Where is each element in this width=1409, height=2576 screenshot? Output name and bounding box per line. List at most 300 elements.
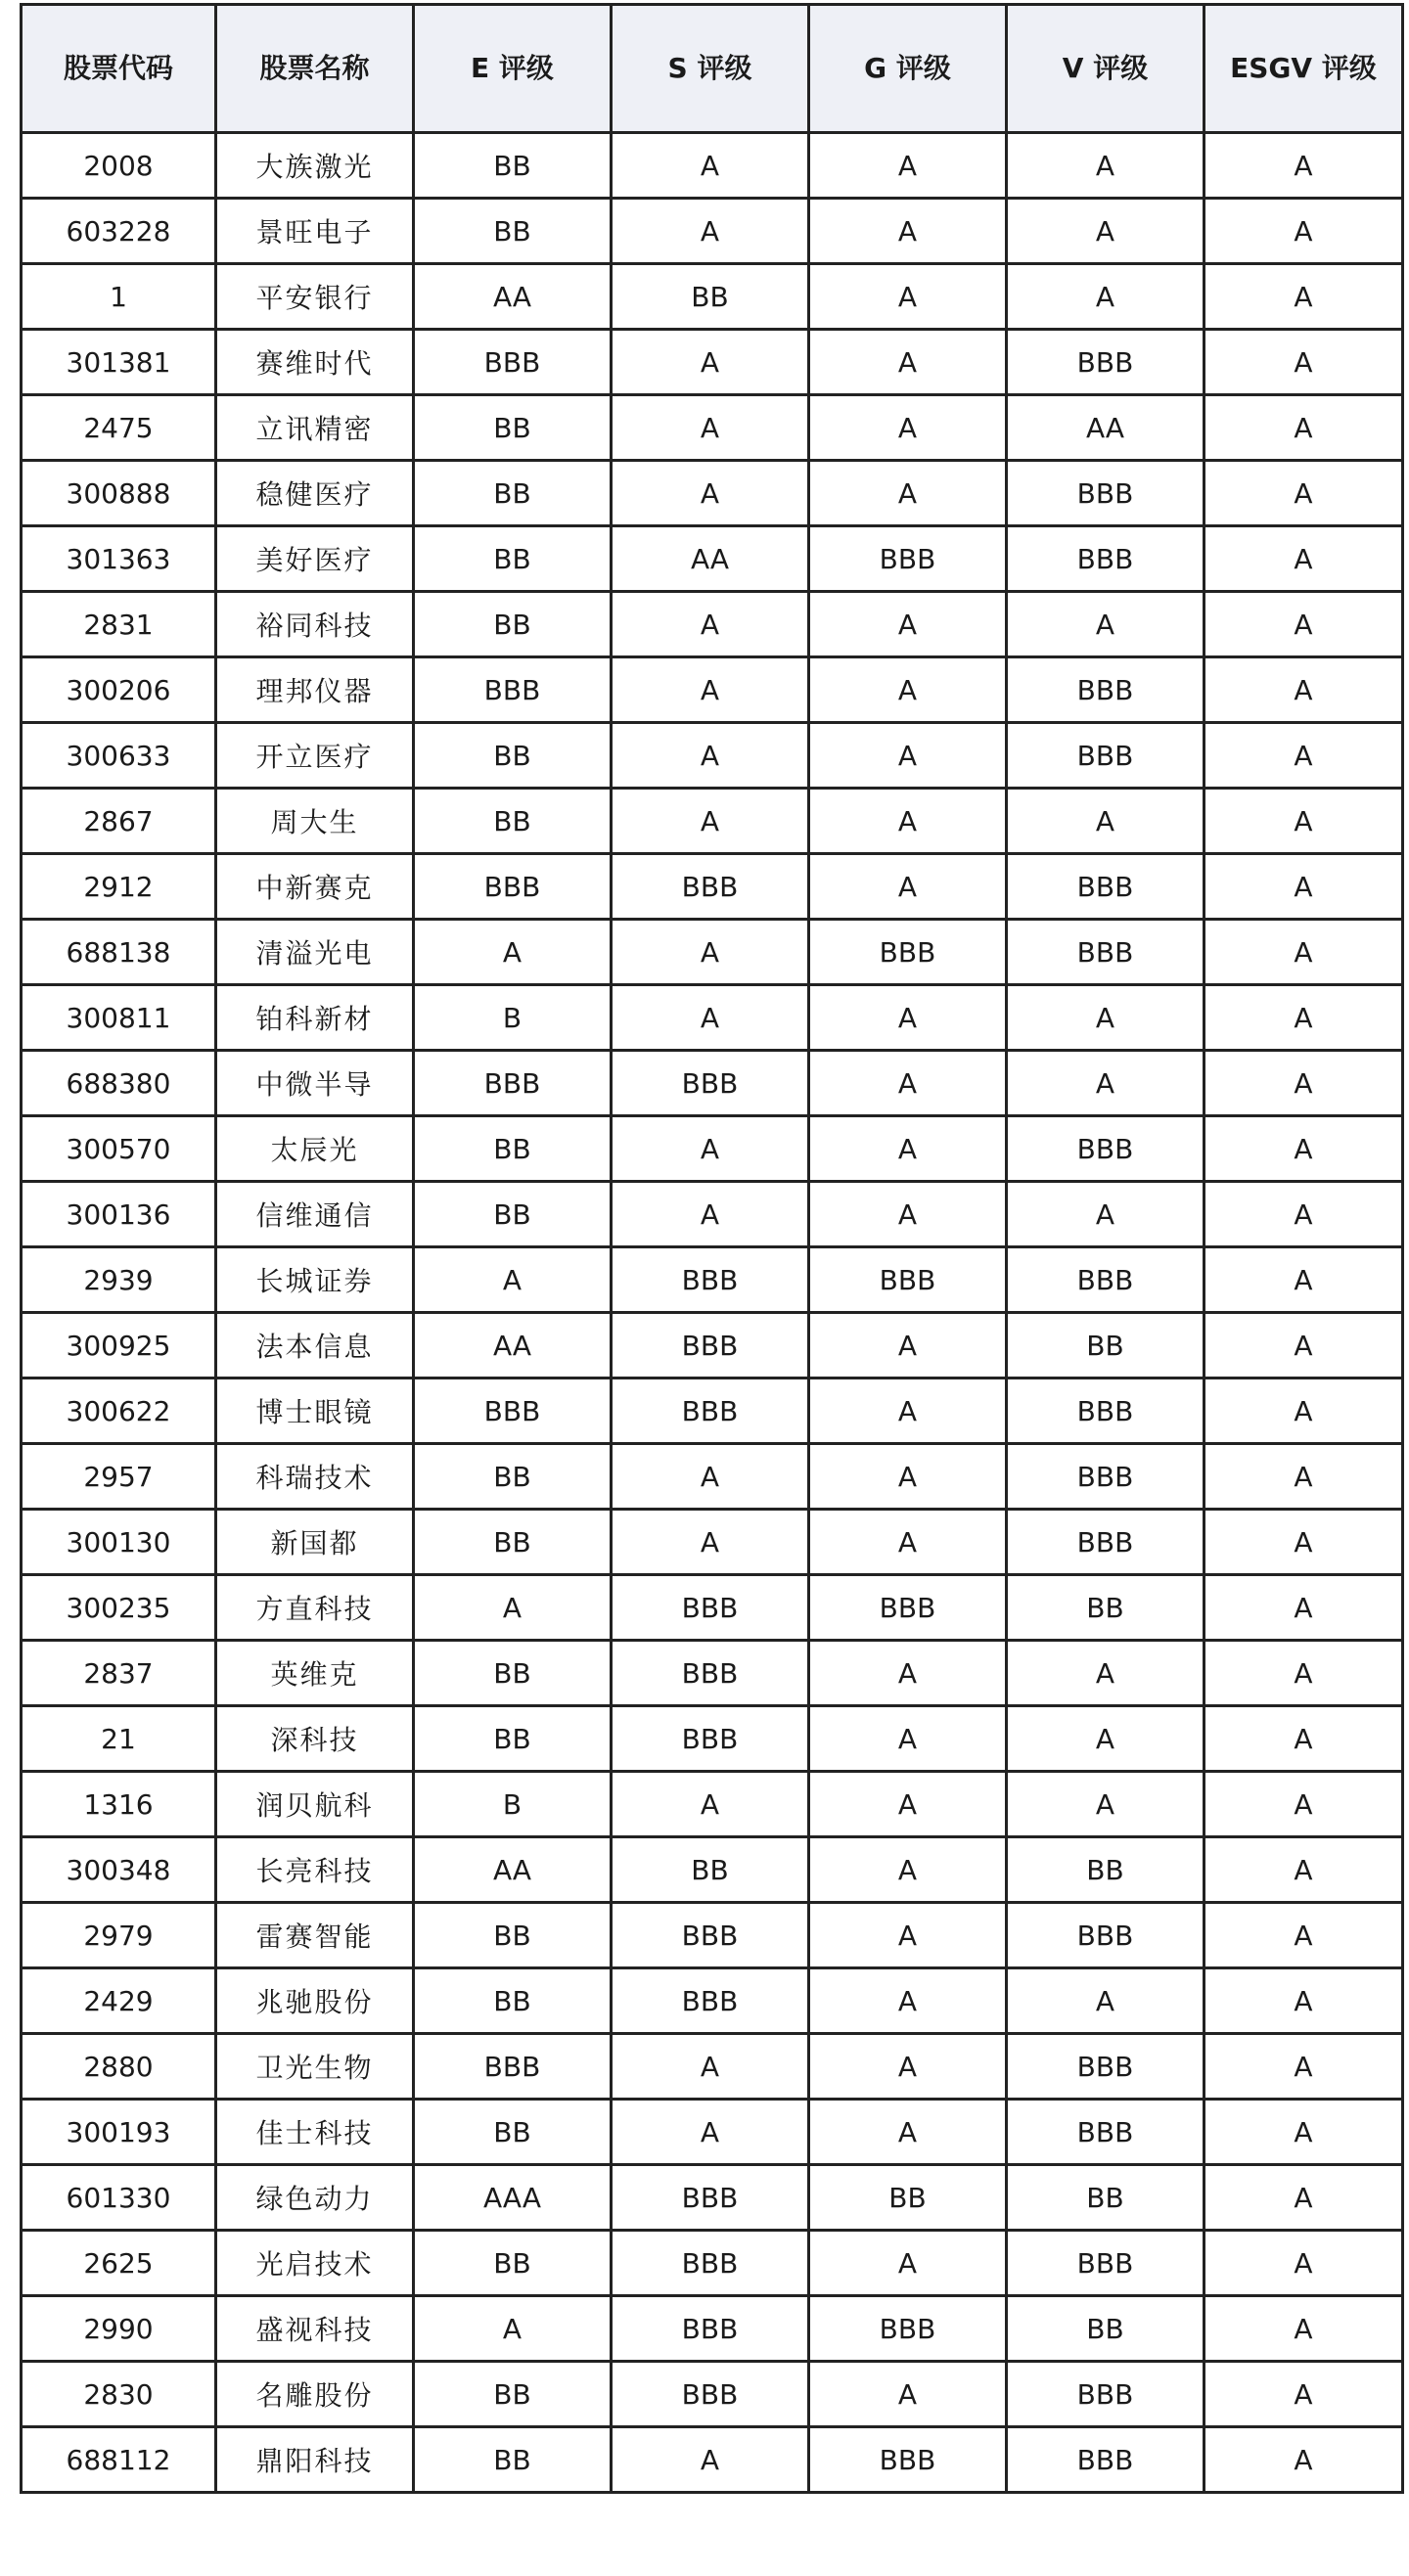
g-rating-cell: A bbox=[809, 133, 1007, 199]
v-rating-cell: BBB bbox=[1007, 1116, 1204, 1182]
stock-code-cell: 2008 bbox=[22, 133, 216, 199]
stock-code-cell: 300130 bbox=[22, 1510, 216, 1575]
s-rating-cell: A bbox=[612, 592, 809, 657]
g-rating-cell: A bbox=[809, 985, 1007, 1051]
stock-name-cell: 绿色动力 bbox=[216, 2165, 414, 2231]
stock-code-cell: 300193 bbox=[22, 2100, 216, 2165]
e-rating-cell: BB bbox=[414, 1510, 612, 1575]
stock-name-cell: 方直科技 bbox=[216, 1575, 414, 1641]
stock-code-cell: 300888 bbox=[22, 461, 216, 526]
stock-code-cell: 601330 bbox=[22, 2165, 216, 2231]
stock-name-cell: 平安银行 bbox=[216, 264, 414, 330]
v-rating-cell: A bbox=[1007, 1051, 1204, 1116]
e-rating-cell: A bbox=[414, 2296, 612, 2362]
table-row bbox=[22, 592, 1403, 657]
s-rating-cell: BBB bbox=[612, 2362, 809, 2427]
stock-code-cell: 2830 bbox=[22, 2362, 216, 2427]
header-row bbox=[22, 5, 1403, 133]
v-rating-cell: BBB bbox=[1007, 920, 1204, 985]
e-rating-cell: BB bbox=[414, 199, 612, 264]
stock-name-cell: 赛维时代 bbox=[216, 330, 414, 395]
stock-name-cell: 光启技术 bbox=[216, 2231, 414, 2296]
table-row bbox=[22, 985, 1403, 1051]
table-header bbox=[22, 5, 1403, 133]
e-rating-cell: AA bbox=[414, 1313, 612, 1378]
stock-code-cell: 1 bbox=[22, 264, 216, 330]
v-rating-cell: BBB bbox=[1007, 2427, 1204, 2493]
stock-name-cell: 铂科新材 bbox=[216, 985, 414, 1051]
s-rating-cell: BBB bbox=[612, 2231, 809, 2296]
esgv-rating-cell: A bbox=[1204, 1903, 1403, 1968]
stock-name-cell: 稳健医疗 bbox=[216, 461, 414, 526]
g-rating-cell: A bbox=[809, 1968, 1007, 2034]
e-rating-cell: B bbox=[414, 985, 612, 1051]
stock-code-cell: 2912 bbox=[22, 854, 216, 920]
table-row bbox=[22, 199, 1403, 264]
s-rating-cell: A bbox=[612, 657, 809, 723]
table-row bbox=[22, 2231, 1403, 2296]
header-stock-code: 股票代码 bbox=[22, 5, 216, 133]
g-rating-cell: A bbox=[809, 1444, 1007, 1510]
table-row bbox=[22, 1116, 1403, 1182]
esgv-rating-cell: A bbox=[1204, 985, 1403, 1051]
table-row bbox=[22, 1247, 1403, 1313]
e-rating-cell: BB bbox=[414, 1182, 612, 1247]
v-rating-cell: BBB bbox=[1007, 2034, 1204, 2100]
s-rating-cell: A bbox=[612, 395, 809, 461]
s-rating-cell: A bbox=[612, 1772, 809, 1837]
s-rating-cell: BB bbox=[612, 1837, 809, 1903]
e-rating-cell: BBB bbox=[414, 854, 612, 920]
s-rating-cell: A bbox=[612, 723, 809, 789]
v-rating-cell: A bbox=[1007, 1772, 1204, 1837]
table-row bbox=[22, 1575, 1403, 1641]
stock-code-cell: 300633 bbox=[22, 723, 216, 789]
stock-code-cell: 2867 bbox=[22, 789, 216, 854]
s-rating-cell: BBB bbox=[612, 1575, 809, 1641]
stock-name-cell: 开立医疗 bbox=[216, 723, 414, 789]
g-rating-cell: BBB bbox=[809, 1575, 1007, 1641]
esgv-rating-cell: A bbox=[1204, 789, 1403, 854]
e-rating-cell: BBB bbox=[414, 330, 612, 395]
v-rating-cell: BBB bbox=[1007, 854, 1204, 920]
header-e-rating: E 评级 bbox=[414, 5, 612, 133]
table-row bbox=[22, 789, 1403, 854]
esgv-rating-cell: A bbox=[1204, 395, 1403, 461]
v-rating-cell: BBB bbox=[1007, 330, 1204, 395]
stock-code-cell: 301381 bbox=[22, 330, 216, 395]
g-rating-cell: A bbox=[809, 1378, 1007, 1444]
esgv-rating-cell: A bbox=[1204, 2034, 1403, 2100]
e-rating-cell: BBB bbox=[414, 1378, 612, 1444]
stock-code-cell: 2957 bbox=[22, 1444, 216, 1510]
stock-code-cell: 300235 bbox=[22, 1575, 216, 1641]
e-rating-cell: A bbox=[414, 920, 612, 985]
stock-name-cell: 博士眼镜 bbox=[216, 1378, 414, 1444]
v-rating-cell: A bbox=[1007, 133, 1204, 199]
g-rating-cell: BBB bbox=[809, 1247, 1007, 1313]
header-esgv-rating: ESGV 评级 bbox=[1204, 5, 1403, 133]
table-row bbox=[22, 1968, 1403, 2034]
s-rating-cell: A bbox=[612, 789, 809, 854]
s-rating-cell: A bbox=[612, 1510, 809, 1575]
stock-code-cell: 21 bbox=[22, 1706, 216, 1772]
e-rating-cell: BB bbox=[414, 723, 612, 789]
esg-ratings-table bbox=[20, 3, 1404, 2494]
esgv-rating-cell: A bbox=[1204, 461, 1403, 526]
esgv-rating-cell: A bbox=[1204, 1313, 1403, 1378]
e-rating-cell: AAA bbox=[414, 2165, 612, 2231]
stock-code-cell: 1316 bbox=[22, 1772, 216, 1837]
stock-name-cell: 理邦仪器 bbox=[216, 657, 414, 723]
esgv-rating-cell: A bbox=[1204, 854, 1403, 920]
e-rating-cell: AA bbox=[414, 264, 612, 330]
g-rating-cell: A bbox=[809, 2100, 1007, 2165]
s-rating-cell: A bbox=[612, 2100, 809, 2165]
e-rating-cell: BB bbox=[414, 1903, 612, 1968]
stock-name-cell: 佳士科技 bbox=[216, 2100, 414, 2165]
g-rating-cell: A bbox=[809, 789, 1007, 854]
s-rating-cell: A bbox=[612, 1116, 809, 1182]
v-rating-cell: BB bbox=[1007, 1313, 1204, 1378]
esgv-rating-cell: A bbox=[1204, 1182, 1403, 1247]
table-row bbox=[22, 2296, 1403, 2362]
g-rating-cell: A bbox=[809, 1510, 1007, 1575]
stock-name-cell: 英维克 bbox=[216, 1641, 414, 1706]
stock-name-cell: 信维通信 bbox=[216, 1182, 414, 1247]
table-row bbox=[22, 2034, 1403, 2100]
esgv-rating-cell: A bbox=[1204, 1444, 1403, 1510]
stock-name-cell: 立讯精密 bbox=[216, 395, 414, 461]
e-rating-cell: BB bbox=[414, 1706, 612, 1772]
g-rating-cell: A bbox=[809, 2034, 1007, 2100]
v-rating-cell: BBB bbox=[1007, 2100, 1204, 2165]
esgv-rating-cell: A bbox=[1204, 330, 1403, 395]
e-rating-cell: BB bbox=[414, 789, 612, 854]
stock-name-cell: 兆驰股份 bbox=[216, 1968, 414, 2034]
e-rating-cell: BB bbox=[414, 2231, 612, 2296]
s-rating-cell: AA bbox=[612, 526, 809, 592]
stock-code-cell: 2429 bbox=[22, 1968, 216, 2034]
s-rating-cell: A bbox=[612, 133, 809, 199]
table-row bbox=[22, 1182, 1403, 1247]
e-rating-cell: A bbox=[414, 1247, 612, 1313]
g-rating-cell: BBB bbox=[809, 526, 1007, 592]
esgv-rating-cell: A bbox=[1204, 199, 1403, 264]
stock-code-cell: 2475 bbox=[22, 395, 216, 461]
table-row bbox=[22, 2362, 1403, 2427]
v-rating-cell: A bbox=[1007, 1968, 1204, 2034]
g-rating-cell: BBB bbox=[809, 2427, 1007, 2493]
stock-code-cell: 301363 bbox=[22, 526, 216, 592]
v-rating-cell: BBB bbox=[1007, 1903, 1204, 1968]
stock-code-cell: 300811 bbox=[22, 985, 216, 1051]
v-rating-cell: BBB bbox=[1007, 2362, 1204, 2427]
g-rating-cell: A bbox=[809, 1772, 1007, 1837]
stock-name-cell: 法本信息 bbox=[216, 1313, 414, 1378]
g-rating-cell: A bbox=[809, 461, 1007, 526]
table-row bbox=[22, 1051, 1403, 1116]
stock-code-cell: 688138 bbox=[22, 920, 216, 985]
e-rating-cell: BB bbox=[414, 133, 612, 199]
e-rating-cell: BB bbox=[414, 2362, 612, 2427]
g-rating-cell: BBB bbox=[809, 920, 1007, 985]
esgv-rating-cell: A bbox=[1204, 920, 1403, 985]
v-rating-cell: BBB bbox=[1007, 1247, 1204, 1313]
e-rating-cell: BBB bbox=[414, 657, 612, 723]
e-rating-cell: BB bbox=[414, 1641, 612, 1706]
esgv-rating-cell: A bbox=[1204, 1510, 1403, 1575]
table-row bbox=[22, 1837, 1403, 1903]
v-rating-cell: A bbox=[1007, 199, 1204, 264]
table-row bbox=[22, 1641, 1403, 1706]
esgv-rating-cell: A bbox=[1204, 2296, 1403, 2362]
s-rating-cell: BBB bbox=[612, 2296, 809, 2362]
s-rating-cell: BB bbox=[612, 264, 809, 330]
s-rating-cell: BBB bbox=[612, 854, 809, 920]
esgv-rating-cell: A bbox=[1204, 592, 1403, 657]
g-rating-cell: A bbox=[809, 1837, 1007, 1903]
stock-name-cell: 清溢光电 bbox=[216, 920, 414, 985]
header-g-rating: G 评级 bbox=[809, 5, 1007, 133]
stock-code-cell: 300622 bbox=[22, 1378, 216, 1444]
e-rating-cell: B bbox=[414, 1772, 612, 1837]
e-rating-cell: BB bbox=[414, 526, 612, 592]
table-row bbox=[22, 1903, 1403, 1968]
table-row bbox=[22, 1706, 1403, 1772]
stock-name-cell: 卫光生物 bbox=[216, 2034, 414, 2100]
g-rating-cell: A bbox=[809, 330, 1007, 395]
table-body bbox=[22, 133, 1403, 2493]
stock-name-cell: 盛视科技 bbox=[216, 2296, 414, 2362]
table-row bbox=[22, 1772, 1403, 1837]
stock-code-cell: 2990 bbox=[22, 2296, 216, 2362]
esgv-rating-cell: A bbox=[1204, 2231, 1403, 2296]
g-rating-cell: BBB bbox=[809, 2296, 1007, 2362]
table-row bbox=[22, 2427, 1403, 2493]
stock-name-cell: 长亮科技 bbox=[216, 1837, 414, 1903]
s-rating-cell: A bbox=[612, 461, 809, 526]
stock-name-cell: 大族激光 bbox=[216, 133, 414, 199]
v-rating-cell: A bbox=[1007, 264, 1204, 330]
stock-code-cell: 2979 bbox=[22, 1903, 216, 1968]
g-rating-cell: A bbox=[809, 1182, 1007, 1247]
v-rating-cell: A bbox=[1007, 1706, 1204, 1772]
g-rating-cell: A bbox=[809, 2362, 1007, 2427]
header-s-rating: S 评级 bbox=[612, 5, 809, 133]
esgv-rating-cell: A bbox=[1204, 657, 1403, 723]
e-rating-cell: A bbox=[414, 1575, 612, 1641]
esgv-rating-cell: A bbox=[1204, 1641, 1403, 1706]
stock-name-cell: 科瑞技术 bbox=[216, 1444, 414, 1510]
stock-code-cell: 603228 bbox=[22, 199, 216, 264]
s-rating-cell: BBB bbox=[612, 1706, 809, 1772]
v-rating-cell: A bbox=[1007, 592, 1204, 657]
v-rating-cell: A bbox=[1007, 1641, 1204, 1706]
s-rating-cell: BBB bbox=[612, 1903, 809, 1968]
esgv-rating-cell: A bbox=[1204, 2362, 1403, 2427]
table-row bbox=[22, 330, 1403, 395]
table-row bbox=[22, 526, 1403, 592]
table-row bbox=[22, 657, 1403, 723]
esgv-rating-cell: A bbox=[1204, 1772, 1403, 1837]
g-rating-cell: A bbox=[809, 264, 1007, 330]
v-rating-cell: BBB bbox=[1007, 1444, 1204, 1510]
g-rating-cell: A bbox=[809, 199, 1007, 264]
v-rating-cell: BBB bbox=[1007, 657, 1204, 723]
esgv-rating-cell: A bbox=[1204, 1837, 1403, 1903]
s-rating-cell: A bbox=[612, 330, 809, 395]
header-v-rating: V 评级 bbox=[1007, 5, 1204, 133]
ratings-table-container bbox=[20, 3, 1401, 2494]
stock-code-cell: 2880 bbox=[22, 2034, 216, 2100]
e-rating-cell: BB bbox=[414, 2427, 612, 2493]
v-rating-cell: BB bbox=[1007, 1837, 1204, 1903]
v-rating-cell: BBB bbox=[1007, 1510, 1204, 1575]
table-row bbox=[22, 133, 1403, 199]
stock-name-cell: 周大生 bbox=[216, 789, 414, 854]
table-row bbox=[22, 1510, 1403, 1575]
stock-code-cell: 2831 bbox=[22, 592, 216, 657]
g-rating-cell: BB bbox=[809, 2165, 1007, 2231]
stock-name-cell: 深科技 bbox=[216, 1706, 414, 1772]
table-row bbox=[22, 461, 1403, 526]
esgv-rating-cell: A bbox=[1204, 1378, 1403, 1444]
s-rating-cell: A bbox=[612, 2034, 809, 2100]
stock-name-cell: 中微半导 bbox=[216, 1051, 414, 1116]
s-rating-cell: A bbox=[612, 1444, 809, 1510]
stock-code-cell: 688112 bbox=[22, 2427, 216, 2493]
stock-name-cell: 名雕股份 bbox=[216, 2362, 414, 2427]
v-rating-cell: BBB bbox=[1007, 723, 1204, 789]
table-row bbox=[22, 920, 1403, 985]
esgv-rating-cell: A bbox=[1204, 723, 1403, 789]
stock-name-cell: 雷赛智能 bbox=[216, 1903, 414, 1968]
v-rating-cell: BBB bbox=[1007, 1378, 1204, 1444]
s-rating-cell: BBB bbox=[612, 1968, 809, 2034]
esgv-rating-cell: A bbox=[1204, 2100, 1403, 2165]
stock-code-cell: 2837 bbox=[22, 1641, 216, 1706]
table-row bbox=[22, 2165, 1403, 2231]
stock-name-cell: 润贝航科 bbox=[216, 1772, 414, 1837]
s-rating-cell: BBB bbox=[612, 1051, 809, 1116]
esgv-rating-cell: A bbox=[1204, 1116, 1403, 1182]
stock-name-cell: 裕同科技 bbox=[216, 592, 414, 657]
g-rating-cell: A bbox=[809, 657, 1007, 723]
esgv-rating-cell: A bbox=[1204, 1968, 1403, 2034]
stock-code-cell: 2939 bbox=[22, 1247, 216, 1313]
stock-name-cell: 中新赛克 bbox=[216, 854, 414, 920]
v-rating-cell: BBB bbox=[1007, 461, 1204, 526]
esgv-rating-cell: A bbox=[1204, 1247, 1403, 1313]
stock-code-cell: 688380 bbox=[22, 1051, 216, 1116]
e-rating-cell: BB bbox=[414, 2100, 612, 2165]
table-row bbox=[22, 1444, 1403, 1510]
s-rating-cell: BBB bbox=[612, 1313, 809, 1378]
table-row bbox=[22, 1378, 1403, 1444]
stock-code-cell: 300570 bbox=[22, 1116, 216, 1182]
e-rating-cell: BB bbox=[414, 1444, 612, 1510]
s-rating-cell: A bbox=[612, 920, 809, 985]
g-rating-cell: A bbox=[809, 395, 1007, 461]
v-rating-cell: A bbox=[1007, 1182, 1204, 1247]
esgv-rating-cell: A bbox=[1204, 264, 1403, 330]
stock-code-cell: 2625 bbox=[22, 2231, 216, 2296]
table-row bbox=[22, 264, 1403, 330]
stock-name-cell: 新国都 bbox=[216, 1510, 414, 1575]
stock-name-cell: 太辰光 bbox=[216, 1116, 414, 1182]
s-rating-cell: A bbox=[612, 2427, 809, 2493]
e-rating-cell: BB bbox=[414, 461, 612, 526]
stock-code-cell: 300925 bbox=[22, 1313, 216, 1378]
esgv-rating-cell: A bbox=[1204, 1051, 1403, 1116]
stock-code-cell: 300136 bbox=[22, 1182, 216, 1247]
v-rating-cell: BB bbox=[1007, 1575, 1204, 1641]
v-rating-cell: BBB bbox=[1007, 526, 1204, 592]
table-row bbox=[22, 723, 1403, 789]
e-rating-cell: BB bbox=[414, 1116, 612, 1182]
stock-code-cell: 300348 bbox=[22, 1837, 216, 1903]
g-rating-cell: A bbox=[809, 592, 1007, 657]
v-rating-cell: BB bbox=[1007, 2296, 1204, 2362]
header-stock-name: 股票名称 bbox=[216, 5, 414, 133]
g-rating-cell: A bbox=[809, 1116, 1007, 1182]
stock-name-cell: 鼎阳科技 bbox=[216, 2427, 414, 2493]
table-row bbox=[22, 395, 1403, 461]
esgv-rating-cell: A bbox=[1204, 2427, 1403, 2493]
e-rating-cell: BBB bbox=[414, 2034, 612, 2100]
table-row bbox=[22, 1313, 1403, 1378]
s-rating-cell: A bbox=[612, 1182, 809, 1247]
e-rating-cell: BB bbox=[414, 592, 612, 657]
s-rating-cell: BBB bbox=[612, 1247, 809, 1313]
v-rating-cell: A bbox=[1007, 789, 1204, 854]
e-rating-cell: BB bbox=[414, 395, 612, 461]
s-rating-cell: BBB bbox=[612, 2165, 809, 2231]
v-rating-cell: AA bbox=[1007, 395, 1204, 461]
g-rating-cell: A bbox=[809, 1051, 1007, 1116]
g-rating-cell: A bbox=[809, 1641, 1007, 1706]
g-rating-cell: A bbox=[809, 1903, 1007, 1968]
stock-name-cell: 景旺电子 bbox=[216, 199, 414, 264]
e-rating-cell: BB bbox=[414, 1968, 612, 2034]
s-rating-cell: BBB bbox=[612, 1378, 809, 1444]
g-rating-cell: A bbox=[809, 854, 1007, 920]
table-row bbox=[22, 854, 1403, 920]
v-rating-cell: BB bbox=[1007, 2165, 1204, 2231]
table-row bbox=[22, 2100, 1403, 2165]
g-rating-cell: A bbox=[809, 1706, 1007, 1772]
esgv-rating-cell: A bbox=[1204, 133, 1403, 199]
stock-name-cell: 美好医疗 bbox=[216, 526, 414, 592]
s-rating-cell: BBB bbox=[612, 1641, 809, 1706]
g-rating-cell: A bbox=[809, 1313, 1007, 1378]
stock-code-cell: 300206 bbox=[22, 657, 216, 723]
stock-name-cell: 长城证券 bbox=[216, 1247, 414, 1313]
v-rating-cell: A bbox=[1007, 985, 1204, 1051]
esgv-rating-cell: A bbox=[1204, 526, 1403, 592]
s-rating-cell: A bbox=[612, 985, 809, 1051]
g-rating-cell: A bbox=[809, 2231, 1007, 2296]
e-rating-cell: BBB bbox=[414, 1051, 612, 1116]
e-rating-cell: AA bbox=[414, 1837, 612, 1903]
v-rating-cell: BBB bbox=[1007, 2231, 1204, 2296]
esgv-rating-cell: A bbox=[1204, 1706, 1403, 1772]
s-rating-cell: A bbox=[612, 199, 809, 264]
g-rating-cell: A bbox=[809, 723, 1007, 789]
esgv-rating-cell: A bbox=[1204, 1575, 1403, 1641]
esgv-rating-cell: A bbox=[1204, 2165, 1403, 2231]
